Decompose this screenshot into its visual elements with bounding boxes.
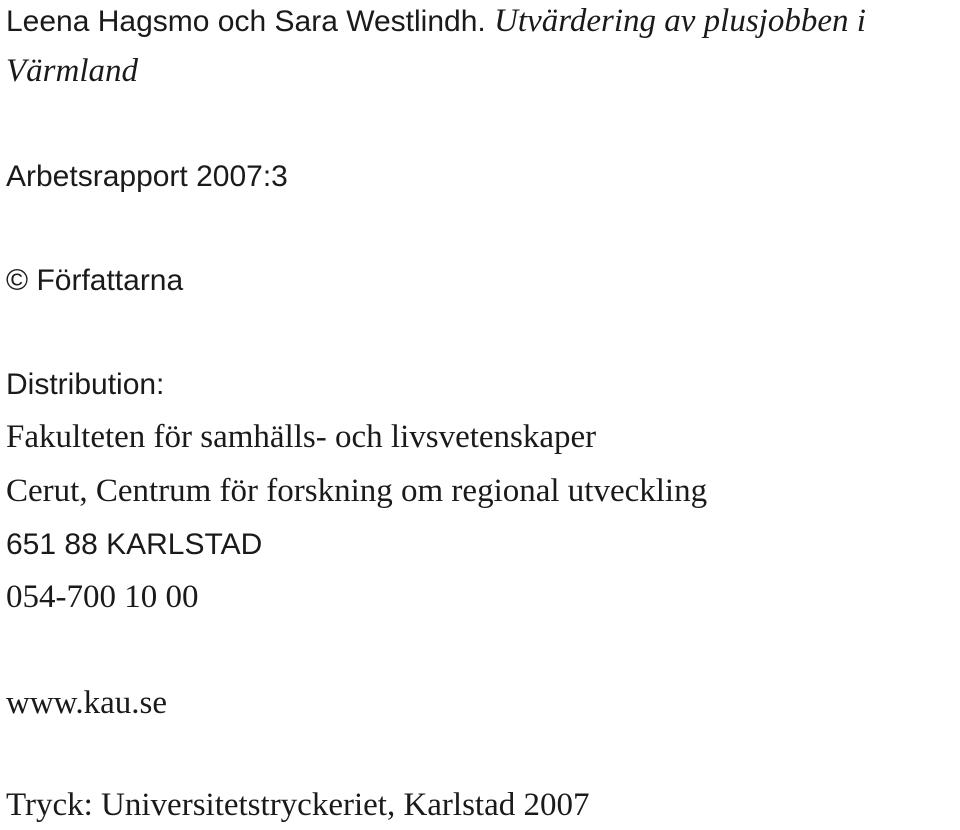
printer-info: Tryck: Universitetstryckeriet, Karlstad 2007	[6, 787, 590, 823]
website-link[interactable]: www.kau.se	[6, 685, 167, 721]
distribution-phone: 054-700 10 00	[6, 579, 199, 615]
distribution-postal-address: 651 88 KARLSTAD	[6, 528, 263, 561]
title-part-1: Utvärdering av plusjobben i	[494, 3, 866, 39]
author-title-line	[6, 2, 866, 41]
report-series: Arbetsrapport 2007:3	[6, 160, 288, 193]
distribution-heading: Distribution:	[6, 368, 165, 401]
title-part-2: Värmland	[6, 53, 138, 89]
copyright-notice: © Författarna	[6, 264, 184, 297]
distribution-center: Cerut, Centrum för forskning om regional utveckling	[6, 473, 708, 509]
authors: Leena Hagsmo och Sara Westlindh.	[6, 5, 486, 38]
distribution-faculty: Fakulteten för samhälls- och livsvetenskaper	[6, 419, 597, 455]
